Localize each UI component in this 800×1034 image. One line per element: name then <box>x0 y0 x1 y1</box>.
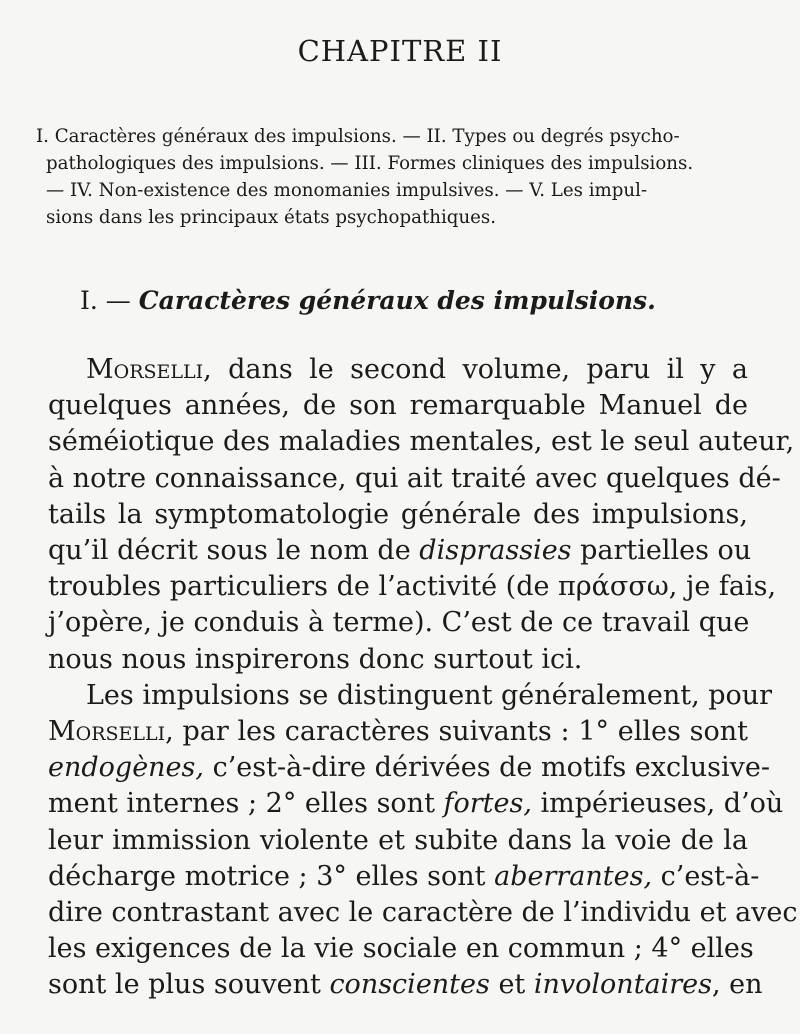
text-line: j’opère, je conduis à terme). C’est de ce travail que <box>48 607 750 639</box>
summary-line: I. Caractères généraux des impulsions. — II. Types ou degrés psycho- <box>36 126 680 147</box>
text-span: par les caractères suivants : 1° elles sont <box>173 716 748 748</box>
section-number: I. — <box>80 286 131 315</box>
text-line: les exigences de la vie sociale en commun ; 4° elles <box>48 933 754 965</box>
text-span: , en <box>712 969 763 1001</box>
text-line: dire contrastant avec le caractère de l’individu et avec <box>48 897 798 929</box>
italic-term: fortes, <box>443 788 532 820</box>
body-text <box>48 352 798 1004</box>
text-line: quelques années, de son remarquable Manuel de <box>48 390 748 422</box>
italic-term: aberrantes, <box>494 860 653 892</box>
author-name: Morselli, <box>86 354 212 385</box>
text-span: dans le second volume, paru il y a <box>211 354 748 385</box>
text-span: sont le plus souvent <box>48 969 330 1001</box>
summary-line: pathologiques des impulsions. — III. Formes cliniques des impulsions. <box>46 153 694 174</box>
text-span: et <box>489 969 534 1001</box>
summary-line: sions dans les principaux états psychopathiques. <box>46 207 497 228</box>
text-line: leur immission violente et subite dans la voie de la <box>48 824 748 856</box>
chapter-summary <box>36 123 748 231</box>
section-heading <box>80 286 656 315</box>
section-title: Caractères généraux des impulsions. <box>138 286 656 315</box>
text-line <box>48 714 748 750</box>
text-line: séméiotique des maladies mentales, est le seul auteur, <box>48 426 795 458</box>
text-line <box>48 859 760 895</box>
text-line <box>48 750 770 786</box>
author-name: Morselli, <box>48 716 174 748</box>
text-line <box>48 533 752 569</box>
text-line: nous nous inspirerons donc surtout ici. <box>48 643 583 675</box>
text-span: décharge motrice ; 3° elles sont <box>48 860 495 892</box>
italic-term: involontaires <box>533 969 713 1001</box>
text-span: c’est-à- <box>652 860 760 892</box>
text-line: à notre connaissance, qui ait traité avec quelques dé- <box>48 462 781 494</box>
italic-term: endogènes, <box>48 752 204 784</box>
text-line <box>48 786 784 822</box>
italic-term: conscientes <box>329 969 490 1001</box>
text-line <box>48 352 748 388</box>
text-span: qu’il décrit sous le nom de <box>48 535 420 567</box>
text-span: ment internes ; 2° elles sont <box>48 788 444 820</box>
summary-line: — IV. Non-existence des monomanies impulsives. — V. Les impul- <box>46 180 648 201</box>
text-line: Les impulsions se distinguent généralement, pour <box>86 679 773 711</box>
text-span: impérieuses, d’où <box>531 788 784 820</box>
text-line <box>48 967 763 1003</box>
text-span: partielles ou <box>571 535 752 567</box>
text-line: troubles particuliers de l’activité (de πράσσω, je fais, <box>48 571 777 603</box>
text-line: tails la symptomatologie générale des impulsions, <box>48 498 748 530</box>
italic-term: disprassies <box>419 535 572 567</box>
chapter-title: CHAPITRE II <box>297 34 503 68</box>
text-span: c’est-à-dire dérivées de motifs exclusive- <box>203 752 770 784</box>
